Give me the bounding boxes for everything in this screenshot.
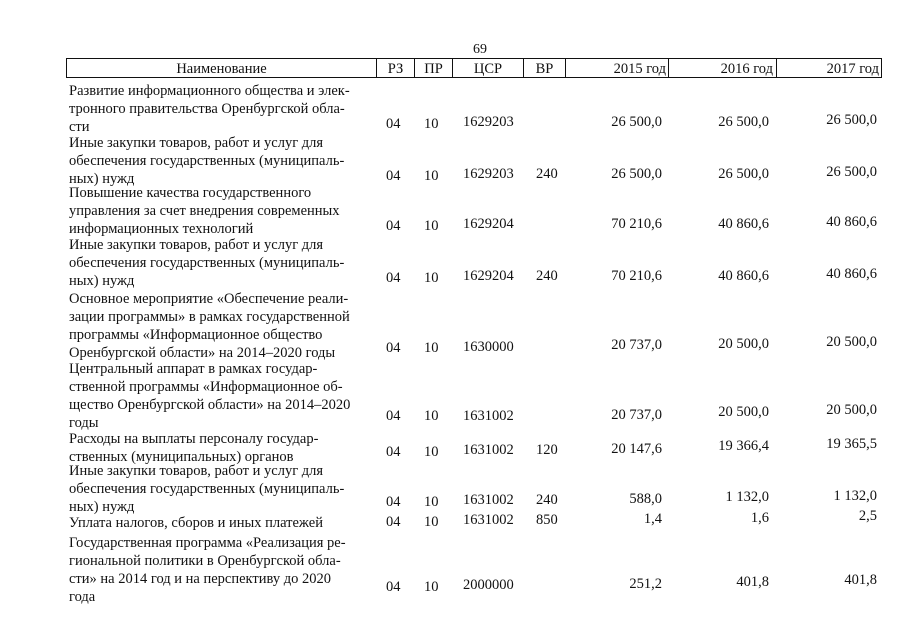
row-vr: 240 [536,268,558,284]
row-csr: 1629203 [463,166,514,182]
row-csr: 1629204 [463,216,514,232]
row-2015: 20 147,6 [611,441,662,457]
row-2015: 251,2 [629,576,662,592]
row-csr: 1631002 [463,492,514,508]
row-csr: 1631002 [463,512,514,528]
row-vr: 240 [536,492,558,508]
header-2017: 2017 год [826,61,879,77]
header-name: Наименование [176,61,267,77]
row-vr: 850 [536,512,558,528]
row-2016: 26 500,0 [718,114,769,130]
row-2017: 20 500,0 [826,402,877,418]
row-pr: 10 [424,514,439,530]
row-2016: 19 366,4 [718,438,769,454]
row-2015: 26 500,0 [611,166,662,182]
row-2017: 20 500,0 [826,334,877,350]
table-header [66,58,882,78]
row-2017: 26 500,0 [826,112,877,128]
row-rz: 04 [386,444,401,460]
row-2016: 40 860,6 [718,268,769,284]
row-pr: 10 [424,270,439,286]
row-2017: 1 132,0 [833,488,877,504]
row-csr: 1631002 [463,442,514,458]
row-pr: 10 [424,444,439,460]
row-2017: 2,5 [858,508,877,524]
header-2015: 2015 год [613,61,666,77]
row-2017: 19 365,5 [826,436,877,452]
row-2016: 1 132,0 [725,489,769,505]
row-name: Основное мероприятие «Обеспечение реали- зации программы» в рамках государственной программы «Информационное общество Оренбургской области» на 2014–2020 годы [69,291,350,361]
row-name: Расходы на выплаты персоналу государ- ственных (муниципальных) органов [69,431,319,465]
row-2017: 40 860,6 [826,214,877,230]
row-rz: 04 [386,408,401,424]
row-rz: 04 [386,514,401,530]
row-2016: 20 500,0 [718,336,769,352]
row-2016: 1,6 [750,510,769,526]
row-2016: 26 500,0 [718,166,769,182]
header-rz: РЗ [387,61,404,77]
row-pr: 10 [424,116,439,132]
row-2015: 20 737,0 [611,407,662,423]
header-2016: 2016 год [720,61,773,77]
row-csr: 1629204 [463,268,514,284]
row-pr: 10 [424,579,439,595]
row-2016: 401,8 [736,574,769,590]
row-rz: 04 [386,116,401,132]
row-name: Центральный аппарат в рамках государ- ственной программы «Информационное об- щество Оренбургской области» на 2014–2020 годы [69,361,351,431]
row-rz: 04 [386,270,401,286]
row-2016: 40 860,6 [718,216,769,232]
row-pr: 10 [424,340,439,356]
row-2015: 20 737,0 [611,337,662,353]
row-pr: 10 [424,494,439,510]
row-csr: 1629203 [463,114,514,130]
row-vr: 120 [536,442,558,458]
page-number: 69 [473,42,487,57]
row-rz: 04 [386,579,401,595]
row-pr: 10 [424,408,439,424]
row-2015: 26 500,0 [611,114,662,130]
row-rz: 04 [386,494,401,510]
header-vr: ВР [535,61,554,77]
row-csr: 1631002 [463,408,514,424]
row-2017: 26 500,0 [826,164,877,180]
row-name: Уплата налогов, сборов и иных платежей [69,515,323,531]
row-rz: 04 [386,168,401,184]
row-2015: 1,4 [643,511,662,527]
row-2016: 20 500,0 [718,404,769,420]
row-name: Иные закупки товаров, работ и услуг для обеспечения государственных (муниципаль- ных) нужд [69,463,345,515]
row-2015: 70 210,6 [611,268,662,284]
row-name: Развитие информационного общества и элек- тронного правительства Оренбургской обла- сти [69,83,350,135]
row-2017: 40 860,6 [826,266,877,282]
row-rz: 04 [386,218,401,234]
row-2015: 588,0 [629,491,662,507]
row-name: Иные закупки товаров, работ и услуг для обеспечения государственных (муниципаль- ных) нужд [69,135,345,187]
row-pr: 10 [424,168,439,184]
row-2017: 401,8 [844,572,877,588]
row-name: Иные закупки товаров, работ и услуг для обеспечения государственных (муниципаль- ных) нужд [69,237,345,289]
row-rz: 04 [386,340,401,356]
row-csr: 2000000 [463,577,514,593]
header-csr: ЦСР [473,61,503,77]
header-pr: ПР [424,61,443,77]
row-pr: 10 [424,218,439,234]
row-csr: 1630000 [463,339,514,355]
row-name: Повышение качества государственного управления за счет внедрения современных информационных технологий [69,185,340,237]
row-2015: 70 210,6 [611,216,662,232]
row-vr: 240 [536,166,558,182]
row-name: Государственная программа «Реализация ре- гиональной политики в Оренбургской обла- сти» на 2014 год и на перспективу до 2020 года [69,535,346,605]
